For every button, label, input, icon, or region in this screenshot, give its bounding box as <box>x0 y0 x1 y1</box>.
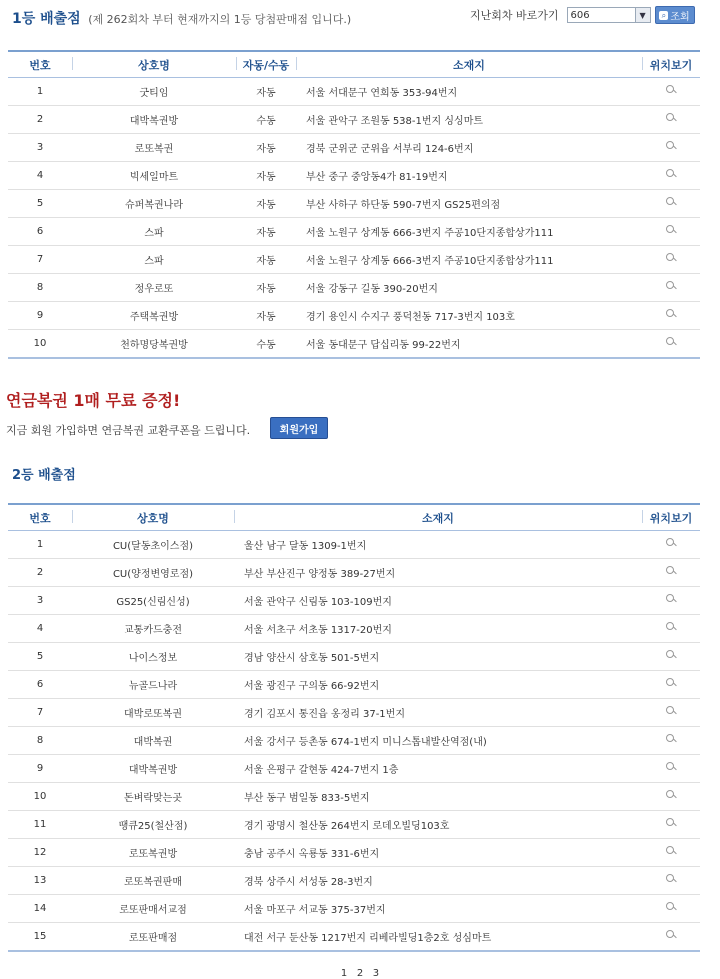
row-number: 9 <box>8 755 72 783</box>
round-nav-label: 지난회차 바로가기 <box>470 9 559 22</box>
map-cell <box>642 727 700 755</box>
magnifier-icon[interactable] <box>665 112 677 124</box>
table-row <box>8 246 700 274</box>
table-row <box>8 699 700 727</box>
col-header-map: 위치보기 <box>642 51 700 78</box>
store-address: 부산 동구 범일동 833-5번지 <box>234 783 642 811</box>
col-header-name: 상호명 <box>72 504 234 531</box>
table-header-row <box>8 504 700 531</box>
row-number: 10 <box>8 330 72 359</box>
store-name: 굿티임 <box>72 78 236 106</box>
store-address: 서울 관악구 신림동 103-109번지 <box>234 587 642 615</box>
magnifier-icon[interactable] <box>665 168 677 180</box>
table-row <box>8 302 700 330</box>
map-cell <box>642 78 700 106</box>
col-header-type: 자동/수동 <box>236 51 296 78</box>
store-name: 대박복권 <box>72 727 234 755</box>
table-row <box>8 587 700 615</box>
row-number: 6 <box>8 218 72 246</box>
store-name: 슈퍼복권나라 <box>72 190 236 218</box>
col-header-map: 위치보기 <box>642 504 700 531</box>
pick-type: 자동 <box>236 134 296 162</box>
page-link-3[interactable]: 3 <box>372 968 380 979</box>
magnifier-icon[interactable] <box>665 789 677 801</box>
row-number: 9 <box>8 302 72 330</box>
store-address: 경기 광명시 철산동 264번지 로데오빌딩103호 <box>234 811 642 839</box>
table-row <box>8 615 700 643</box>
map-cell <box>642 615 700 643</box>
magnifier-icon[interactable] <box>665 817 677 829</box>
store-name: 대박복권방 <box>72 106 236 134</box>
search-button-label: 조회 <box>670 11 690 23</box>
store-name: 돈벼락맞는곳 <box>72 783 234 811</box>
store-name: 교통카드충전 <box>72 615 234 643</box>
store-name: 로또복권방 <box>72 839 234 867</box>
store-address: 서울 강동구 길동 390-20번지 <box>296 274 642 302</box>
magnifier-icon[interactable] <box>665 196 677 208</box>
col-header-address: 소재지 <box>296 51 642 78</box>
store-name: 대박복권방 <box>72 755 234 783</box>
table-header-row <box>8 51 700 78</box>
table-row <box>8 274 700 302</box>
row-number: 3 <box>8 587 72 615</box>
store-name: 땡큐25(철산점) <box>72 811 234 839</box>
table-row <box>8 783 700 811</box>
store-address: 경북 상주시 서성동 28-3번지 <box>234 867 642 895</box>
row-number: 4 <box>8 162 72 190</box>
pick-type: 자동 <box>236 78 296 106</box>
col-header-no: 번호 <box>8 51 72 78</box>
table-row <box>8 867 700 895</box>
table-row <box>8 106 700 134</box>
magnifier-icon[interactable] <box>665 621 677 633</box>
magnifier-icon[interactable] <box>665 537 677 549</box>
store-name: 천하명당복권방 <box>72 330 236 359</box>
store-address: 서울 동대문구 답십리동 99-22번지 <box>296 330 642 359</box>
map-cell <box>642 274 700 302</box>
round-select[interactable] <box>567 7 651 23</box>
store-address: 경기 용인시 수지구 풍덕천동 717-3번지 103호 <box>296 302 642 330</box>
row-number: 8 <box>8 274 72 302</box>
store-address: 충남 공주시 옥룡동 331-6번지 <box>234 839 642 867</box>
store-name: 로또판매점 <box>72 923 234 952</box>
magnifier-icon[interactable] <box>665 929 677 941</box>
store-address: 부산 중구 중앙동4가 81-19번지 <box>296 162 642 190</box>
table-row <box>8 643 700 671</box>
magnifier-icon[interactable] <box>665 677 677 689</box>
map-cell <box>642 755 700 783</box>
row-number: 5 <box>8 190 72 218</box>
pick-type: 자동 <box>236 302 296 330</box>
map-cell <box>642 106 700 134</box>
store-address: 서울 노원구 상계동 666-3번지 주공10단지종합상가111 <box>296 246 642 274</box>
table-row <box>8 531 700 559</box>
row-number: 11 <box>8 811 72 839</box>
magnifier-icon[interactable] <box>665 733 677 745</box>
table-row <box>8 559 700 587</box>
store-name: CU(양정변영로점) <box>72 559 234 587</box>
table-row <box>8 895 700 923</box>
store-name: 로또복권판매 <box>72 867 234 895</box>
map-cell <box>642 839 700 867</box>
table-row <box>8 134 700 162</box>
section1-header <box>12 8 351 28</box>
store-address: 서울 광진구 구의동 66-92번지 <box>234 671 642 699</box>
pick-type: 자동 <box>236 190 296 218</box>
magnifier-icon[interactable] <box>665 280 677 292</box>
magnifier-icon[interactable] <box>665 84 677 96</box>
pick-type: 수동 <box>236 106 296 134</box>
store-address: 서울 노원구 상계동 666-3번지 주공10단지종합상가111 <box>296 218 642 246</box>
table-row <box>8 755 700 783</box>
map-cell <box>642 134 700 162</box>
store-name: CU(달동초이스점) <box>72 531 234 559</box>
magnifier-icon[interactable] <box>665 845 677 857</box>
pick-type: 자동 <box>236 274 296 302</box>
store-address: 서울 서초구 서초동 1317-20번지 <box>234 615 642 643</box>
map-cell <box>642 559 700 587</box>
store-address: 서울 은평구 갈현동 424-7번지 1층 <box>234 755 642 783</box>
store-address: 서울 관악구 조원동 538-1번지 싱싱마트 <box>296 106 642 134</box>
row-number: 12 <box>8 839 72 867</box>
search-button[interactable] <box>655 6 695 24</box>
table-row <box>8 190 700 218</box>
table-row <box>8 330 700 359</box>
row-number: 1 <box>8 78 72 106</box>
store-name: 주택복권방 <box>72 302 236 330</box>
magnifier-icon[interactable] <box>665 593 677 605</box>
table-row <box>8 923 700 952</box>
map-cell <box>642 531 700 559</box>
map-cell <box>642 699 700 727</box>
map-cell <box>642 671 700 699</box>
table-row <box>8 811 700 839</box>
row-number: 1 <box>8 531 72 559</box>
magnifier-icon[interactable] <box>665 873 677 885</box>
map-cell <box>642 190 700 218</box>
row-number: 6 <box>8 671 72 699</box>
magnifier-icon[interactable] <box>665 224 677 236</box>
first-prize-table <box>8 50 700 359</box>
store-address: 경남 양산시 삼호동 501-5번지 <box>234 643 642 671</box>
map-cell <box>642 246 700 274</box>
map-cell <box>642 923 700 952</box>
row-number: 8 <box>8 727 72 755</box>
store-address: 부산 부산진구 양정동 389-27번지 <box>234 559 642 587</box>
pick-type: 자동 <box>236 218 296 246</box>
map-cell <box>642 811 700 839</box>
table-row <box>8 218 700 246</box>
store-name: 스파 <box>72 246 236 274</box>
row-number: 5 <box>8 643 72 671</box>
col-header-no: 번호 <box>8 504 72 531</box>
row-number: 7 <box>8 699 72 727</box>
join-button[interactable]: 회원가입 <box>270 417 328 439</box>
table-row <box>8 671 700 699</box>
pagination <box>300 968 420 979</box>
table-row <box>8 727 700 755</box>
magnifier-icon[interactable] <box>665 336 677 348</box>
store-address: 대전 서구 둔산동 1217번지 리베라빌딩1층2호 성심마트 <box>234 923 642 952</box>
map-cell <box>642 643 700 671</box>
store-address: 경기 김포시 통진읍 옹정리 37-1번지 <box>234 699 642 727</box>
store-name: 빅세일마트 <box>72 162 236 190</box>
magnifier-icon[interactable] <box>665 761 677 773</box>
promo-text: 지금 회원 가입하면 연금복권 교환쿠폰을 드립니다. <box>6 424 251 437</box>
store-name: 대박로또복권 <box>72 699 234 727</box>
map-cell <box>642 895 700 923</box>
magnifier-icon[interactable] <box>665 308 677 320</box>
map-cell <box>642 330 700 359</box>
magnifier-icon[interactable] <box>665 565 677 577</box>
row-number: 14 <box>8 895 72 923</box>
store-name: 나이스정보 <box>72 643 234 671</box>
store-name: 로또복권 <box>72 134 236 162</box>
row-number: 2 <box>8 559 72 587</box>
magnifier-icon[interactable] <box>665 705 677 717</box>
map-cell <box>642 218 700 246</box>
triangle-down-icon: ▼ <box>635 8 650 22</box>
page-link-1[interactable]: 1 <box>340 968 348 979</box>
store-name: 정우로또 <box>72 274 236 302</box>
section2-title: 2등 배출점 <box>12 468 76 483</box>
map-cell <box>642 783 700 811</box>
row-number: 4 <box>8 615 72 643</box>
table-row <box>8 78 700 106</box>
round-navigation <box>470 6 695 24</box>
store-name: 로또판매서교점 <box>72 895 234 923</box>
map-cell <box>642 587 700 615</box>
magnifier-icon[interactable] <box>665 252 677 264</box>
magnifier-icon[interactable] <box>665 901 677 913</box>
row-number: 2 <box>8 106 72 134</box>
store-name: 뉴골드나라 <box>72 671 234 699</box>
row-number: 7 <box>8 246 72 274</box>
pick-type: 자동 <box>236 246 296 274</box>
store-address: 서울 마포구 서교동 375-37번지 <box>234 895 642 923</box>
map-cell <box>642 867 700 895</box>
row-number: 10 <box>8 783 72 811</box>
map-cell <box>642 302 700 330</box>
second-prize-table <box>8 503 700 952</box>
store-address: 서울 서대문구 연희동 353-94번지 <box>296 78 642 106</box>
section1-title: 1등 배출점 <box>12 11 81 27</box>
store-address: 경북 군위군 군위읍 서부리 124-6번지 <box>296 134 642 162</box>
row-number: 15 <box>8 923 72 952</box>
table-row <box>8 162 700 190</box>
map-cell <box>642 162 700 190</box>
magnifier-icon[interactable] <box>665 140 677 152</box>
page-link-2[interactable]: 2 <box>356 968 364 979</box>
store-address: 부산 사하구 하단동 590-7번지 GS25편의점 <box>296 190 642 218</box>
col-header-name: 상호명 <box>72 51 236 78</box>
col-header-address: 소재지 <box>234 504 642 531</box>
search-icon: ⌕ <box>659 11 668 20</box>
row-number: 13 <box>8 867 72 895</box>
promo-title: 연금복권 1매 무료 증정! <box>6 391 181 410</box>
section1-subtitle: (제 262회차 부터 현재까지의 1등 당첨판매점 입니다.) <box>88 13 352 26</box>
store-name: 스파 <box>72 218 236 246</box>
store-address: 울산 남구 달동 1309-1번지 <box>234 531 642 559</box>
store-address: 서울 강서구 등촌동 674-1번지 미니스톱내발산역점(내) <box>234 727 642 755</box>
magnifier-icon[interactable] <box>665 649 677 661</box>
round-select-value: 606 <box>570 9 590 21</box>
row-number: 3 <box>8 134 72 162</box>
pick-type: 수동 <box>236 330 296 359</box>
pick-type: 자동 <box>236 162 296 190</box>
table-row <box>8 839 700 867</box>
store-name: GS25(신림신성) <box>72 587 234 615</box>
